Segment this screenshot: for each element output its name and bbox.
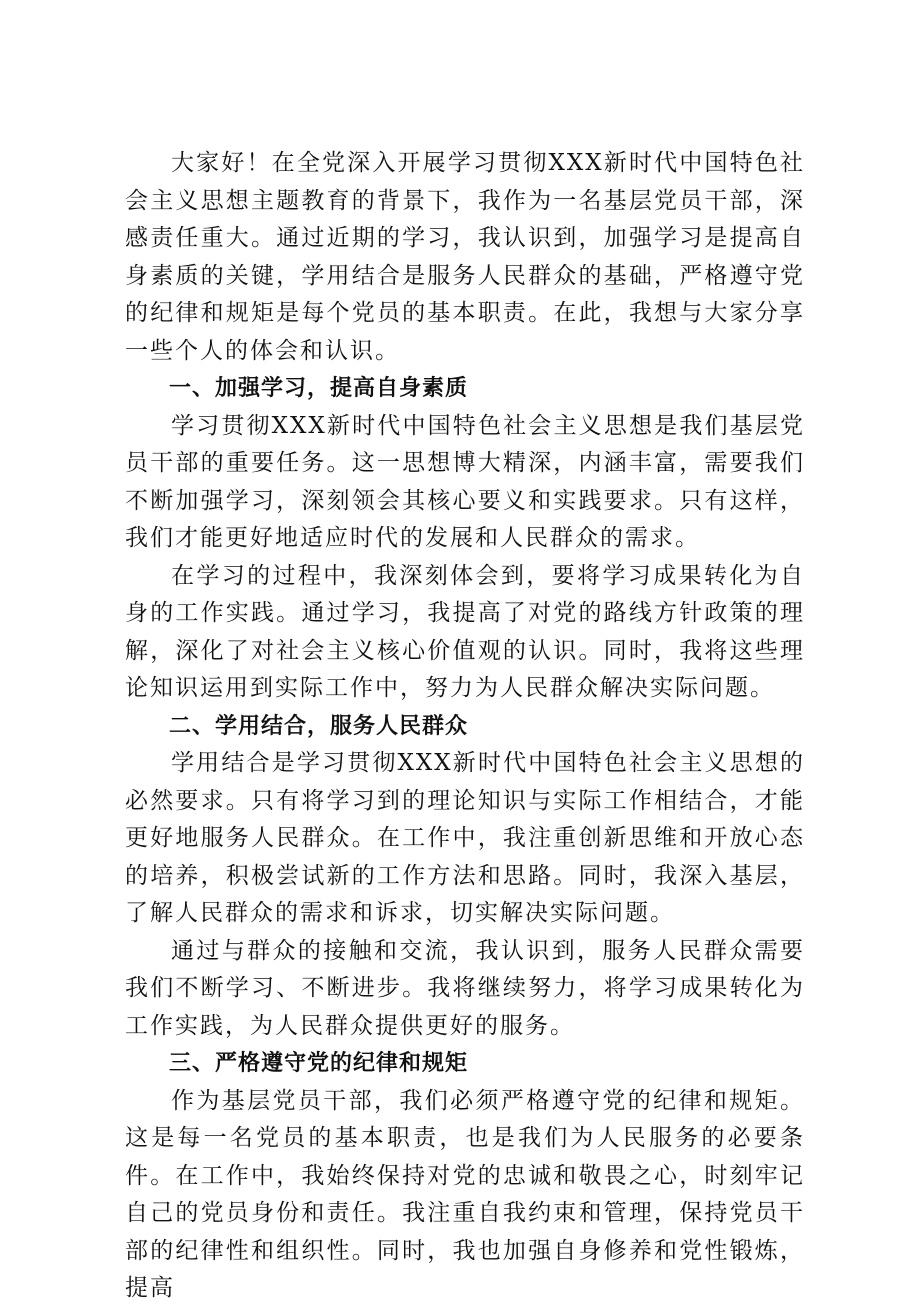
intro-paragraph: 大家好！在全党深入开展学习贯彻XXX新时代中国特色社会主义思想主题教育的背景下，我作为一名基层党员干部，深感责任重大。通过近期的学习，我认识到，加强学习是提高自身素质的关键，学用结合是服务人民群众的基础，严格遵守党的纪律和规矩是每个党员的基本职责。在此，我想与大家分享一些个人的体会和认识。 [125, 150, 805, 364]
section-1-paragraph-1: 学习贯彻XXX新时代中国特色社会主义思想是我们基层党员干部的重要任务。这一思想博大精深，内涵丰富，需要我们不断加强学习，深刻领会其核心要义和实践要求。只有这样，我们才能更好地适应时代的发展和人民群众的需求。 [125, 412, 805, 551]
section-2-heading: 二、学用结合，服务人民群众 [169, 713, 469, 739]
section-1-heading: 一、加强学习，提高自身素质 [169, 376, 469, 401]
section-1-paragraph-2: 在学习的过程中，我深刻体会到，要将学习成果转化为自身的工作实践。通过学习，我提高了对党的路线方针政策的理解，深化了对社会主义核心价值观的认识。同时，我将这些理论知识运用到实际工作中，努力为人民群众解决实际问题。 [125, 562, 805, 701]
section-2-paragraph-2: 通过与群众的接触和交流，我认识到，服务人民群众需要我们不断学习、不断进步。我将继续努力，将学习成果转化为工作实践，为人民群众提供更好的服务。 [125, 937, 805, 1039]
document-body [125, 145, 805, 1308]
section-2-paragraph-1: 学用结合是学习贯彻XXX新时代中国特色社会主义思想的必然要求。只有将学习到的理论知识与实际工作相结合，才能更好地服务人民群众。在工作中，我注重创新思维和开放心态的培养，积极尝试新的工作方法和思路。同时，我深入基层，了解人民群众的需求和诉求，切实解决实际问题。 [125, 750, 805, 926]
section-3-paragraph-1: 作为基层党员干部，我们必须严格遵守党的纪律和规矩。这是每一名党员的基本职责，也是我们为人民服务的必要条件。在工作中，我始终保持对党的忠诚和敬畏之心，时刻牢记自己的党员身份和责任。我注重自我约束和管理，保持党员干部的纪律性和组织性。同时，我也加强自身修养和党性锻炼，提高 [125, 1087, 805, 1301]
section-3-heading: 三、严格遵守党的纪律和规矩 [169, 1051, 469, 1076]
